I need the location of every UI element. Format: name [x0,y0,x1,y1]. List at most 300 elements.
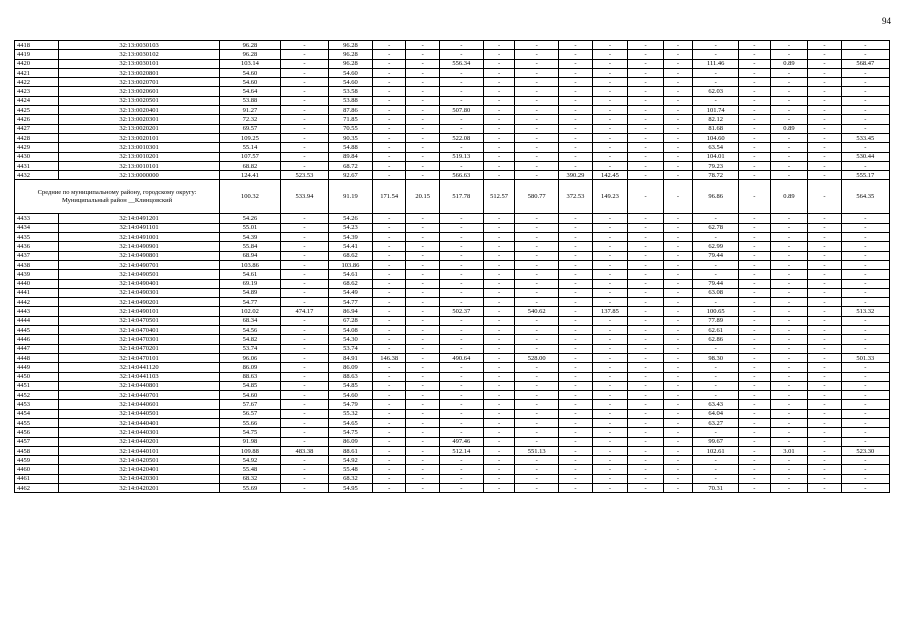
value-cell: - [808,59,841,68]
value-cell: - [663,298,692,307]
value-cell: 79.23 [693,161,739,170]
value-cell: 62.99 [693,242,739,251]
value-cell: - [841,124,889,133]
value-cell: - [483,214,514,223]
value-cell: - [808,456,841,465]
value-cell: - [841,372,889,381]
value-cell: - [770,363,808,372]
summary-value-cell: 100.32 [220,180,281,214]
value-cell: 67.28 [328,316,372,325]
value-cell: - [663,344,692,353]
value-cell: - [592,335,628,344]
value-cell: - [841,41,889,50]
cadastral-number-cell: 32:13:0020801 [58,68,219,77]
value-cell: - [372,96,405,105]
value-cell: - [808,260,841,269]
cadastral-number-cell: 32:14:0490901 [58,242,219,251]
row-number-cell: 4443 [15,307,59,316]
value-cell: - [628,143,664,152]
value-cell: - [280,465,328,474]
value-cell: - [592,59,628,68]
value-cell: - [280,363,328,372]
value-cell: - [663,409,692,418]
value-cell: - [628,115,664,124]
cadastral-number-cell: 32:13:0020301 [58,115,219,124]
row-number-cell: 4447 [15,344,59,353]
cadastral-value-table [14,40,890,493]
row-number-cell: 4426 [15,115,59,124]
value-cell: - [841,409,889,418]
value-cell: - [559,279,592,288]
value-cell: 86.09 [328,363,372,372]
value-cell: - [841,143,889,152]
table-row [15,251,890,260]
value-cell: - [592,161,628,170]
value-cell: 79.44 [693,279,739,288]
value-cell: 55.14 [220,143,281,152]
value-cell: 54.23 [328,223,372,232]
value-cell: 54.49 [328,288,372,297]
cadastral-number-cell: 32:14:0490401 [58,279,219,288]
value-cell: - [483,307,514,316]
row-number-cell: 4450 [15,372,59,381]
value-cell: - [739,326,770,335]
value-cell: - [483,363,514,372]
value-cell: 84.91 [328,353,372,362]
value-cell: - [841,106,889,115]
value-cell: - [592,400,628,409]
value-cell: 54.75 [328,428,372,437]
value-cell: - [663,251,692,260]
value-cell: - [592,50,628,59]
cadastral-number-cell: 32:14:0440801 [58,381,219,390]
value-cell: 519.13 [439,152,483,161]
value-cell: - [559,418,592,427]
cadastral-number-cell: 32:14:0441120 [58,363,219,372]
value-cell: - [406,214,439,223]
summary-value-cell: 372.53 [559,180,592,214]
row-number-cell: 4418 [15,41,59,50]
value-cell: - [280,381,328,390]
value-cell: 507.80 [439,106,483,115]
row-number-cell: 4435 [15,233,59,242]
table-row [15,428,890,437]
value-cell: 92.67 [328,171,372,180]
value-cell: - [406,288,439,297]
value-cell: - [515,251,559,260]
row-number-cell: 4462 [15,484,59,493]
value-cell: - [841,78,889,87]
value-cell: - [628,124,664,133]
value-cell: - [628,41,664,50]
table-row [15,391,890,400]
value-cell: - [592,96,628,105]
value-cell: - [280,400,328,409]
value-cell: - [280,409,328,418]
value-cell: 82.12 [693,115,739,124]
value-cell: - [515,171,559,180]
value-cell: - [808,474,841,483]
value-cell: 146.38 [372,353,405,362]
cadastral-number-cell: 32:13:0010101 [58,161,219,170]
value-cell: - [559,363,592,372]
value-cell: - [841,233,889,242]
value-cell: 102.61 [693,446,739,455]
value-cell: - [770,307,808,316]
value-cell: 54.64 [220,87,281,96]
value-cell: - [693,298,739,307]
value-cell: 3.01 [770,446,808,455]
value-cell: - [628,233,664,242]
table-row [15,223,890,232]
value-cell: - [439,87,483,96]
value-cell: - [559,437,592,446]
value-cell: - [280,41,328,50]
value-cell: - [372,400,405,409]
value-cell: - [841,418,889,427]
value-cell: - [439,50,483,59]
value-cell: - [439,484,483,493]
value-cell: - [663,133,692,142]
value-cell: - [628,59,664,68]
summary-value-cell: 564.35 [841,180,889,214]
row-number-cell: 4432 [15,171,59,180]
value-cell: - [663,400,692,409]
summary-value-cell: 149.23 [592,180,628,214]
summary-value-cell: 512.57 [483,180,514,214]
value-cell: - [559,41,592,50]
summary-value-cell: 171.54 [372,180,405,214]
page-number: 94 [882,16,891,26]
value-cell: - [663,115,692,124]
value-cell: - [439,233,483,242]
value-cell: - [559,381,592,390]
value-cell: - [663,223,692,232]
value-cell: - [439,326,483,335]
summary-value-cell: 580.77 [515,180,559,214]
table-row [15,446,890,455]
value-cell: - [770,344,808,353]
value-cell: - [559,391,592,400]
value-cell: - [693,381,739,390]
value-cell: - [808,298,841,307]
value-cell: - [693,372,739,381]
value-cell: - [663,41,692,50]
row-number-cell: 4456 [15,428,59,437]
value-cell: 55.84 [220,242,281,251]
value-cell: 64.04 [693,409,739,418]
value-cell: - [663,59,692,68]
cadastral-number-cell: 32:14:0440501 [58,409,219,418]
row-number-cell: 4420 [15,59,59,68]
value-cell: - [483,115,514,124]
value-cell: 142.45 [592,171,628,180]
value-cell: - [663,437,692,446]
value-cell: 103.14 [220,59,281,68]
value-cell: - [592,446,628,455]
value-cell: 0.89 [770,59,808,68]
value-cell: - [841,87,889,96]
value-cell: - [628,161,664,170]
value-cell: - [739,242,770,251]
cadastral-number-cell: 32:13:0010301 [58,143,219,152]
value-cell: - [483,161,514,170]
value-cell: 523.30 [841,446,889,455]
value-cell: - [739,363,770,372]
value-cell: 68.32 [220,474,281,483]
value-cell: - [808,335,841,344]
table-row [15,437,890,446]
table-row [15,124,890,133]
value-cell: - [372,161,405,170]
value-cell: - [739,115,770,124]
value-cell: 528.00 [515,353,559,362]
value-cell: - [280,372,328,381]
value-cell: 104.60 [693,133,739,142]
value-cell: - [841,260,889,269]
value-cell: - [592,260,628,269]
value-cell: - [372,428,405,437]
value-cell: - [841,335,889,344]
value-cell: - [693,344,739,353]
value-cell: 54.08 [328,326,372,335]
value-cell: - [406,409,439,418]
value-cell: - [693,428,739,437]
value-cell: - [406,251,439,260]
value-cell: - [515,143,559,152]
value-cell: - [372,251,405,260]
value-cell: - [592,223,628,232]
value-cell: - [739,133,770,142]
value-cell: - [483,96,514,105]
value-cell: - [739,372,770,381]
summary-row [15,180,890,214]
value-cell: - [559,96,592,105]
value-cell: - [406,418,439,427]
cadastral-number-cell: 32:14:0491201 [58,214,219,223]
value-cell: - [663,326,692,335]
value-cell: 0.89 [770,124,808,133]
value-cell: - [280,474,328,483]
value-cell: - [693,78,739,87]
value-cell: - [406,391,439,400]
value-cell: - [515,152,559,161]
value-cell: 69.19 [220,279,281,288]
value-cell: - [483,409,514,418]
value-cell: 530.44 [841,152,889,161]
value-cell: - [592,298,628,307]
value-cell: - [592,418,628,427]
value-cell: - [663,68,692,77]
value-cell: - [628,298,664,307]
row-number-cell: 4429 [15,143,59,152]
cadastral-number-cell: 32:13:0000000 [58,171,219,180]
value-cell: - [515,465,559,474]
value-cell: - [663,270,692,279]
value-cell: - [372,41,405,50]
value-cell: - [280,344,328,353]
value-cell: - [483,391,514,400]
value-cell: - [841,279,889,288]
value-cell: - [628,133,664,142]
value-cell: - [628,353,664,362]
value-cell: - [483,133,514,142]
value-cell: - [483,87,514,96]
value-cell: - [280,242,328,251]
value-cell: - [280,223,328,232]
value-cell: - [663,465,692,474]
value-cell: - [841,115,889,124]
value-cell: - [663,335,692,344]
value-cell: 54.60 [328,391,372,400]
value-cell: - [841,363,889,372]
value-cell: - [559,372,592,381]
cadastral-number-cell: 32:13:0020201 [58,124,219,133]
value-cell: - [515,223,559,232]
value-cell: - [808,446,841,455]
value-cell: - [841,465,889,474]
value-cell: 522.08 [439,133,483,142]
value-cell: 81.68 [693,124,739,133]
value-cell: - [372,288,405,297]
value-cell: - [770,233,808,242]
value-cell: 54.60 [328,78,372,87]
value-cell: - [592,143,628,152]
value-cell: - [592,428,628,437]
value-cell: - [628,96,664,105]
value-cell: 53.88 [220,96,281,105]
value-cell: - [372,391,405,400]
value-cell: - [559,223,592,232]
value-cell: - [663,78,692,87]
value-cell: - [280,124,328,133]
value-cell: - [628,316,664,325]
value-cell: - [739,428,770,437]
row-number-cell: 4441 [15,288,59,297]
value-cell: - [770,335,808,344]
value-cell: - [280,456,328,465]
value-cell: - [663,474,692,483]
cadastral-number-cell: 32:14:0490801 [58,251,219,260]
row-number-cell: 4439 [15,270,59,279]
value-cell: - [515,391,559,400]
value-cell: - [515,372,559,381]
cadastral-number-cell: 32:14:0420401 [58,465,219,474]
table-row [15,465,890,474]
value-cell: - [592,251,628,260]
value-cell: - [483,78,514,87]
value-cell: - [406,456,439,465]
value-cell: 124.41 [220,171,281,180]
value-cell: - [739,400,770,409]
summary-value-cell: - [739,180,770,214]
value-cell: 91.27 [220,106,281,115]
value-cell: - [559,251,592,260]
value-cell: - [515,78,559,87]
value-cell: - [559,298,592,307]
value-cell: - [628,288,664,297]
value-cell: - [406,372,439,381]
value-cell: - [739,465,770,474]
cadastral-number-cell: 32:13:0030103 [58,41,219,50]
value-cell: - [592,474,628,483]
table-row [15,363,890,372]
value-cell: - [483,437,514,446]
value-cell: 55.69 [220,484,281,493]
value-cell: - [693,456,739,465]
value-cell: - [592,233,628,242]
value-cell: - [808,68,841,77]
table-row [15,288,890,297]
value-cell: - [693,270,739,279]
cadastral-number-cell: 32:14:0490301 [58,288,219,297]
value-cell: - [559,124,592,133]
table-row [15,87,890,96]
cadastral-number-cell: 32:14:0420301 [58,474,219,483]
value-cell: - [439,214,483,223]
row-number-cell: 4433 [15,214,59,223]
value-cell: 555.17 [841,171,889,180]
value-cell: - [739,270,770,279]
value-cell: - [515,124,559,133]
value-cell: - [739,87,770,96]
value-cell: 88.61 [328,446,372,455]
value-cell: - [280,484,328,493]
value-cell: - [515,335,559,344]
value-cell: - [406,68,439,77]
value-cell: 107.57 [220,152,281,161]
value-cell: - [841,270,889,279]
value-cell: - [770,223,808,232]
row-number-cell: 4452 [15,391,59,400]
value-cell: 72.32 [220,115,281,124]
value-cell: - [808,288,841,297]
value-cell: - [372,474,405,483]
value-cell: - [406,335,439,344]
value-cell: - [628,363,664,372]
value-cell: - [280,161,328,170]
row-number-cell: 4437 [15,251,59,260]
summary-value-cell: 96.86 [693,180,739,214]
value-cell: - [628,251,664,260]
value-cell: - [483,41,514,50]
value-cell: - [439,115,483,124]
value-cell: - [770,133,808,142]
value-cell: - [770,353,808,362]
value-cell: - [483,106,514,115]
value-cell: - [280,418,328,427]
value-cell: - [770,251,808,260]
value-cell: - [663,161,692,170]
row-number-cell: 4446 [15,335,59,344]
value-cell: - [372,171,405,180]
value-cell: - [770,418,808,427]
value-cell: - [515,50,559,59]
value-cell: - [770,68,808,77]
value-cell: - [808,409,841,418]
cadastral-number-cell: 32:14:0420501 [58,456,219,465]
value-cell: - [483,335,514,344]
value-cell: - [808,270,841,279]
row-number-cell: 4453 [15,400,59,409]
value-cell: - [592,41,628,50]
value-cell: - [515,214,559,223]
value-cell: - [693,50,739,59]
value-cell: - [483,260,514,269]
value-cell: - [770,50,808,59]
value-cell: 54.60 [220,391,281,400]
value-cell: 68.62 [328,279,372,288]
